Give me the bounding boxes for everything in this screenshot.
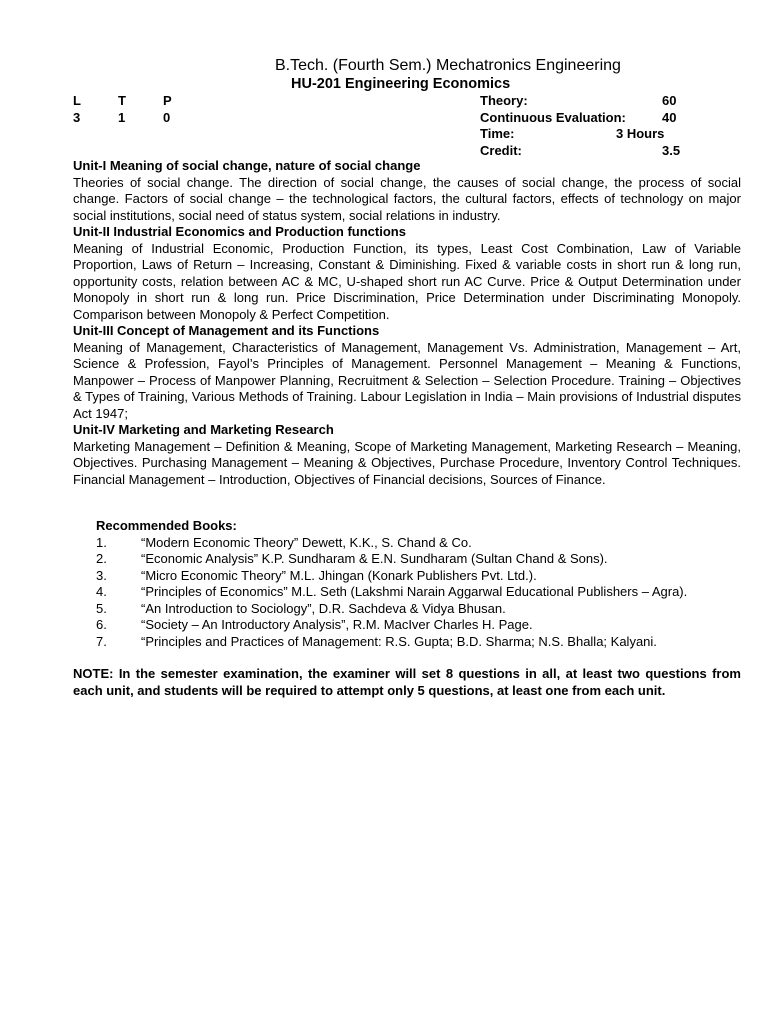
book-title: “Principles of Economics” M.L. Seth (Lakshmi Narain Aggarwal Educational Publishers – Agra). [141, 584, 688, 599]
book-item [96, 551, 736, 568]
unit-2-text: Meaning of Industrial Economic, Production Function, its types, Least Cost Combination, Law of Variable Proportion, Laws of Return – Increasing, Constant & Diminishing. Fixed & variable costs in short run & long run, opportunity costs, relation between AC & MC, U-shaped short run AC Curve. Price & Output Determination under Monopoly in short run & long run. Price Discrimination, Price Determination under Discriminating Monopoly. Comparison between Monopoly & Perfect Competition. [73, 240, 741, 322]
ltp-label-l: L [73, 93, 81, 108]
book-item [96, 568, 736, 585]
ltp-value-t: 1 [118, 109, 126, 125]
marks-info [480, 93, 690, 159]
ltp-label-t: T [118, 93, 126, 108]
book-title: “Micro Economic Theory” M.L. Jhingan (Konark Publishers Pvt. Ltd.). [141, 567, 537, 583]
book-number: 1. [96, 534, 107, 550]
unit-4-heading: Unit-IV Marketing and Marketing Research [73, 422, 334, 437]
book-item [96, 535, 736, 552]
unit-1-text: Theories of social change. The direction of social change, the causes of social change, the process of social change. Factors of social change – the technological factors, the cultural factors, effects of technology on major social institutions, social need of status system, social relations in industry. [73, 174, 741, 223]
course-title: HU-201 Engineering Economics [291, 76, 511, 92]
ltp-values-row [73, 110, 193, 127]
book-title: “Society – An Introductory Analysis”, R.M. MacIver Charles H. Page. [141, 617, 533, 632]
unit-3-text: Meaning of Management, Characteristics of Management, Management Vs. Administration, Management – Art, Science & Profession, Fayol’s Principles of Management. Personnel Management – Meaning & Functions, Manpower – Process of Manpower Planning, Recruitment & Selection – Selection Procedure. Training – Objectives & Types of Training, Various Methods of Training. Labour Legislation in India – Main provisions of Industrial disputes Act 1947; [73, 339, 741, 421]
ce-row [480, 110, 690, 127]
ltp-value-p: 0 [163, 109, 171, 125]
book-item [96, 584, 736, 601]
unit-2-heading: Unit-II Industrial Economics and Production functions [73, 224, 406, 239]
book-item [96, 617, 736, 634]
book-item [96, 601, 736, 618]
time-value: 3 Hours [616, 126, 665, 141]
books-heading: Recommended Books: [96, 518, 237, 533]
credit-value: 3.5 [662, 142, 681, 158]
ce-label: Continuous Evaluation: [480, 109, 626, 125]
credit-label: Credit: [480, 142, 522, 158]
theory-label: Theory: [480, 93, 528, 108]
book-title: “Economic Analysis” K.P. Sundharam & E.N. Sundharam (Sultan Chand & Sons). [141, 551, 608, 566]
book-number: 7. [96, 633, 107, 649]
book-title: “Modern Economic Theory” Dewett, K.K., S. Chand & Co. [141, 534, 472, 550]
book-number: 3. [96, 567, 107, 583]
program-title-text: B.Tech. (Fourth Sem.) Mechatronics Engineering [275, 57, 621, 74]
credit-row [480, 143, 690, 160]
ltp-label-p: P [163, 93, 172, 108]
unit-1-heading: Unit-I Meaning of social change, nature of social change [73, 158, 421, 173]
units-section [73, 158, 741, 488]
recommended-books [96, 518, 736, 650]
theory-row [480, 93, 690, 110]
time-row [480, 126, 690, 143]
time-label: Time: [480, 126, 515, 141]
book-number: 4. [96, 584, 107, 599]
ce-value: 40 [662, 109, 677, 125]
exam-note: NOTE: In the semester examination, the examiner will set 8 questions in all, at least two questions from each unit, and students will be required to attempt only 5 questions, at least one from each unit. [73, 666, 741, 698]
book-item [96, 634, 736, 651]
book-number: 5. [96, 600, 107, 616]
book-number: 2. [96, 551, 107, 566]
ltp-value-l: 3 [73, 109, 81, 125]
unit-4-text: Marketing Management – Definition & Meaning, Scope of Marketing Management, Marketing Research – Meaning, Objectives. Purchasing Management – Meaning & Objectives, Purchase Procedure, Inventory Control Techniques. Financial Management – Introduction, Objectives of Financial decisions, Sources of Finance. [73, 438, 741, 487]
ltp-labels-row [73, 93, 193, 110]
book-title: “Principles and Practices of Management: R.S. Gupta; B.D. Sharma; N.S. Bhalla; Kalyani. [141, 633, 657, 649]
theory-value: 60 [662, 93, 677, 108]
book-number: 6. [96, 617, 107, 632]
ltp-table [73, 93, 193, 126]
unit-3-heading: Unit-III Concept of Management and its Functions [73, 323, 380, 338]
book-title: “An Introduction to Sociology”, D.R. Sachdeva & Vidya Bhusan. [141, 600, 506, 616]
